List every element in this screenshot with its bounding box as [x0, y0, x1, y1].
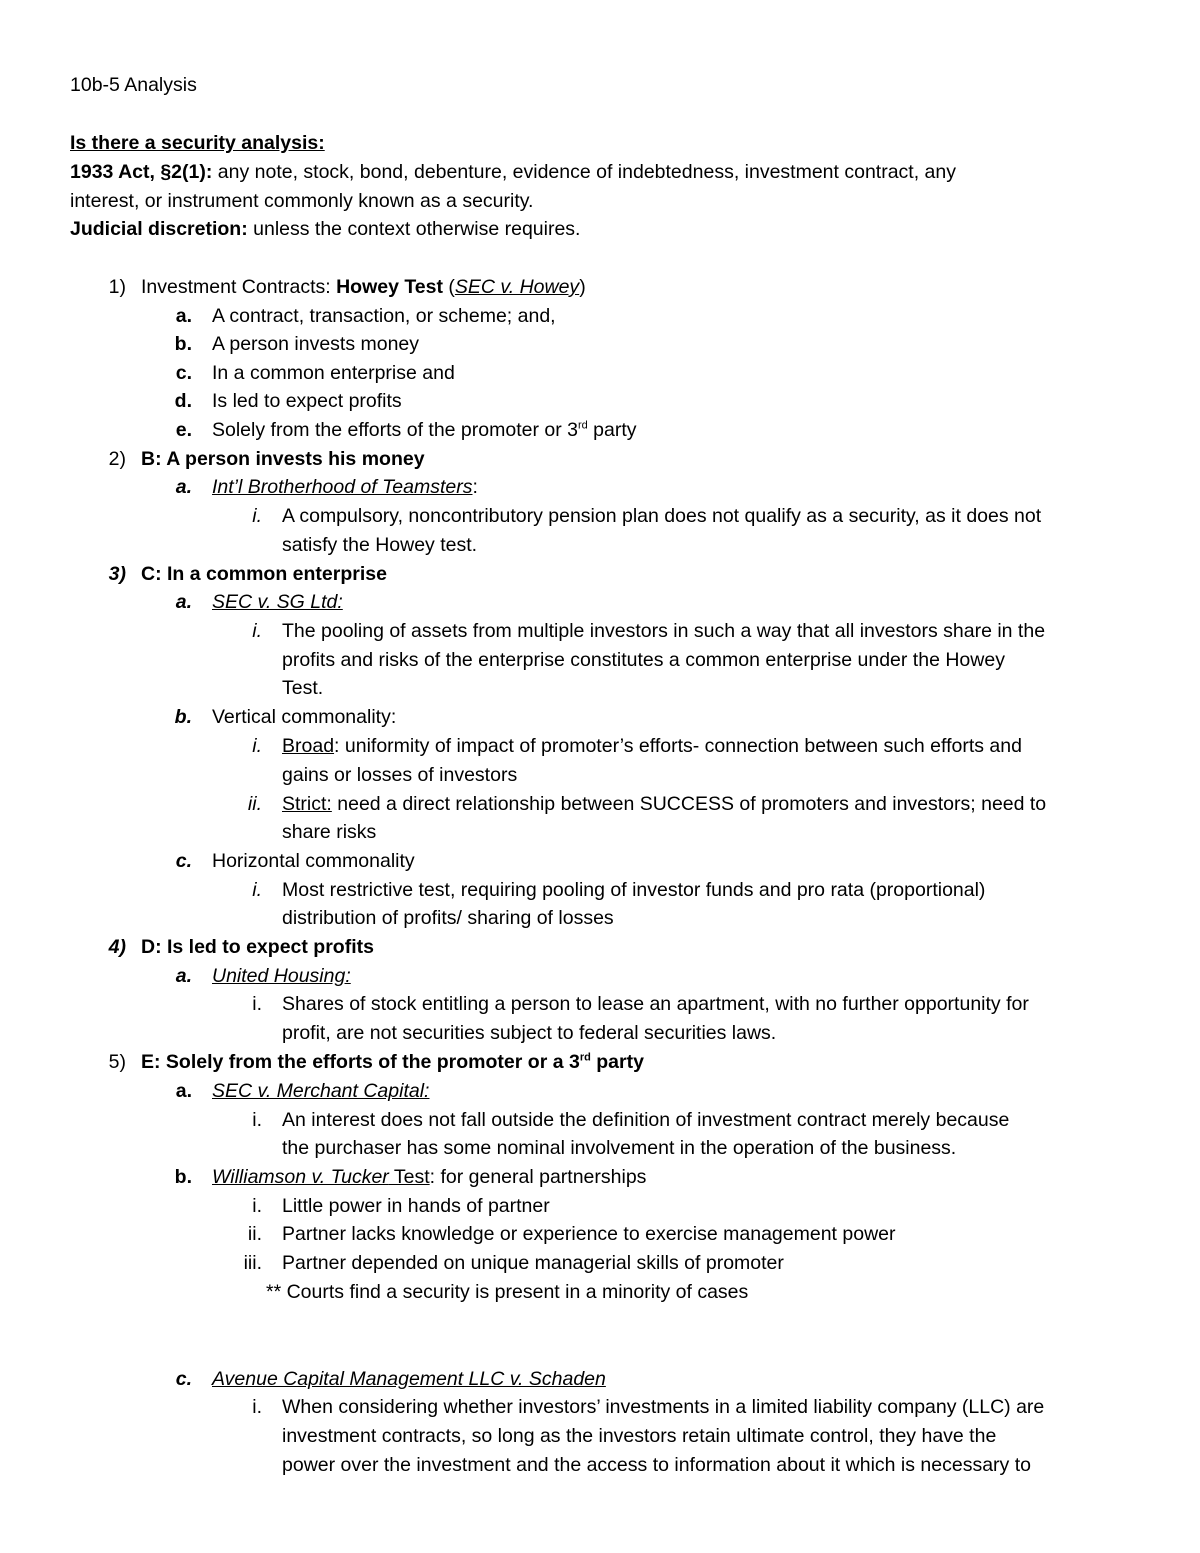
- list-item: Partner depended on unique managerial skills of promoter: [282, 1252, 784, 1274]
- case-name: SEC v. Howey: [454, 276, 580, 298]
- holding-line-3: Test.: [282, 677, 324, 699]
- holding-line-1: A compulsory, noncontributory pension plan does not qualify as a security, as it does not: [282, 505, 1042, 527]
- list-number: 3): [108, 563, 126, 585]
- list-roman: i.: [252, 620, 262, 642]
- list-number: 4): [108, 936, 126, 958]
- list-item: Is led to expect profits: [212, 390, 402, 412]
- holding-line-1: The pooling of assets from multiple investors in such a way that all investors share in the: [282, 620, 1046, 642]
- howey-test-label: Howey Test: [336, 276, 443, 298]
- vertical-commonality: Vertical commonality:: [212, 706, 397, 728]
- strict-text: need a direct relationship between SUCCESS of promoters and investors; need to: [331, 793, 1047, 815]
- s1-prefix: Investment Contracts:: [141, 276, 337, 298]
- list-roman: ii.: [247, 793, 262, 815]
- s2-heading: B: A person invests his money: [141, 448, 425, 470]
- list-number: 5): [108, 1051, 126, 1073]
- holding-line-1: An interest does not fall outside the definition of investment contract merely because: [282, 1109, 1010, 1131]
- list-roman: i.: [252, 1195, 262, 1217]
- list-letter: d.: [174, 390, 192, 412]
- item-text: Solely from the efforts of the promoter or 3: [212, 419, 578, 441]
- list-letter: a.: [175, 591, 192, 613]
- footnote-note: ** Courts find a security is present in a minority of cases: [266, 1281, 749, 1303]
- list-item: Little power in hands of partner: [282, 1195, 550, 1217]
- holding-line-2: satisfy the Howey test.: [282, 534, 478, 556]
- list-letter: e.: [175, 419, 192, 441]
- list-item: A contract, transaction, or scheme; and,: [212, 305, 556, 327]
- s3-heading: C: In a common enterprise: [141, 563, 387, 585]
- list-letter: a.: [175, 476, 192, 498]
- holding-line-3: power over the investment and the access to information about it which is necessary to: [282, 1454, 1031, 1476]
- list-roman: ii.: [247, 1223, 262, 1245]
- holding-line-2: investment contracts, so long as the investors retain ultimate control, they have the: [282, 1425, 997, 1447]
- paren-close: ): [579, 276, 586, 298]
- holding-line-1: When considering whether investors’ investments in a limited liability company (LLC) are: [282, 1396, 1045, 1418]
- list-letter: c.: [175, 850, 192, 872]
- case-name: Williamson v. Tucker: [212, 1166, 389, 1188]
- judicial-label: Judicial discretion:: [70, 218, 248, 240]
- horizontal-line-1: Most restrictive test, requiring pooling of investor funds and pro rata (proportional): [282, 879, 986, 901]
- holding-line-2: the purchaser has some nominal involvement in the operation of the business.: [282, 1137, 957, 1159]
- case-name: SEC v. Merchant Capital:: [212, 1080, 430, 1102]
- list-letter: c.: [175, 362, 192, 384]
- ordinal-suffix: rd: [579, 1051, 591, 1064]
- list-letter: b.: [174, 706, 192, 728]
- broad-line-1: [282, 732, 1022, 760]
- case-name: Avenue Capital Management LLC v. Schaden: [212, 1368, 606, 1390]
- williamson-text: : for general partnerships: [429, 1166, 647, 1188]
- list-number: 1): [108, 276, 126, 298]
- list-letter: c.: [175, 1368, 192, 1390]
- list-roman: i.: [252, 1396, 262, 1418]
- case-line: [212, 473, 478, 501]
- s5-title-tail: party: [590, 1051, 644, 1073]
- s4-heading: D: Is led to expect profits: [141, 936, 374, 958]
- ordinal-suffix: rd: [577, 419, 588, 432]
- list-item: In a common enterprise and: [212, 362, 455, 384]
- list-roman: iii.: [243, 1252, 262, 1274]
- paren-open: (: [443, 276, 455, 298]
- act-definition-line-1: [70, 158, 956, 186]
- case-name: United Housing:: [212, 965, 351, 987]
- section-heading: Is there a security analysis:: [70, 132, 325, 154]
- strict-term: Strict:: [282, 793, 332, 815]
- test-word: Test: [388, 1166, 430, 1188]
- strict-line-2: share risks: [282, 821, 377, 843]
- list-letter: b.: [174, 1166, 192, 1188]
- s1-heading: [141, 273, 586, 301]
- list-letter: b.: [174, 333, 192, 355]
- holding-line-2: profits and risks of the enterprise constitutes a common enterprise under the Howey: [282, 649, 1005, 671]
- list-roman: i.: [252, 879, 262, 901]
- act-label: 1933 Act, §2(1):: [70, 161, 213, 183]
- list-letter: a.: [175, 305, 192, 327]
- case-name: Int’l Brotherhood of Teamsters: [212, 476, 473, 498]
- list-roman: i.: [252, 1109, 262, 1131]
- judicial-text: unless the context otherwise requires.: [247, 218, 581, 240]
- item-tail: party: [587, 419, 637, 441]
- document-title: 10b-5 Analysis: [70, 74, 197, 96]
- horizontal-commonality: Horizontal commonality: [212, 850, 415, 872]
- list-item: A person invests money: [212, 333, 420, 355]
- list-letter: a.: [175, 965, 192, 987]
- act-text-1: any note, stock, bond, debenture, evidence of indebtedness, investment contract, any: [212, 161, 956, 183]
- williamson-line: [212, 1163, 646, 1191]
- s5-title: E: Solely from the efforts of the promoter or a 3: [141, 1051, 580, 1073]
- s5-heading: [141, 1048, 644, 1076]
- list-item: Partner lacks knowledge or experience to exercise management power: [282, 1223, 896, 1245]
- colon: :: [472, 476, 478, 498]
- horizontal-line-2: distribution of profits/ sharing of losses: [282, 907, 614, 929]
- list-roman: i.: [252, 993, 262, 1015]
- list-roman: i.: [252, 505, 262, 527]
- holding-line-2: profit, are not securities subject to federal securities laws.: [282, 1022, 777, 1044]
- holding-line-1: Shares of stock entitling a person to lease an apartment, with no further opportunity for: [282, 993, 1029, 1015]
- list-roman: i.: [252, 735, 262, 757]
- broad-line-2: gains or losses of investors: [282, 764, 518, 786]
- list-letter: a.: [175, 1080, 192, 1102]
- broad-term: Broad: [282, 735, 335, 757]
- list-number: 2): [108, 448, 126, 470]
- strict-line-1: [282, 790, 1046, 818]
- judicial-discretion: [70, 215, 580, 243]
- list-item: [212, 416, 637, 444]
- broad-text: : uniformity of impact of promoter’s efforts- connection between such efforts and: [334, 735, 1022, 757]
- case-name: SEC v. SG Ltd:: [212, 591, 343, 613]
- act-definition-line-2: interest, or instrument commonly known as a security.: [70, 190, 534, 212]
